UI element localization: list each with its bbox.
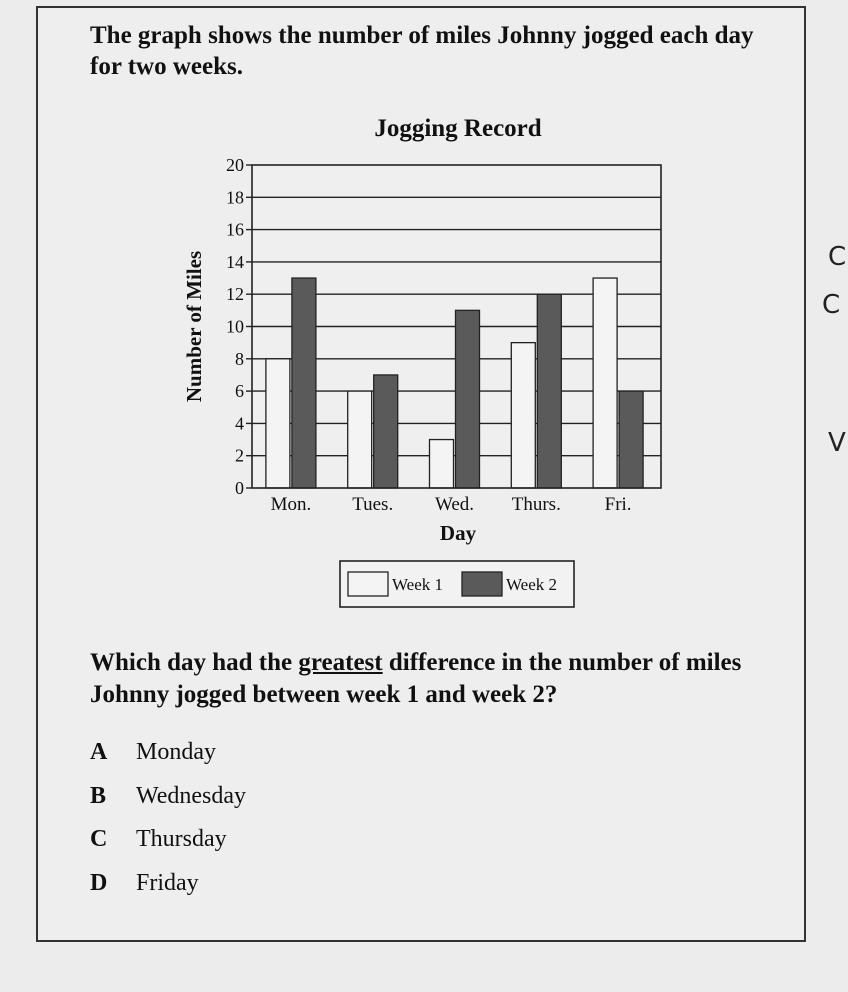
x-axis-label: Day bbox=[439, 521, 477, 545]
bar-week1 bbox=[511, 343, 535, 488]
bar-week1 bbox=[593, 278, 617, 488]
choice-b[interactable] bbox=[90, 782, 246, 810]
y-tick-label: 14 bbox=[226, 251, 244, 272]
x-tick-label: Fri. bbox=[604, 494, 632, 515]
choice-text: Monday bbox=[136, 739, 216, 765]
x-tick-label: Mon. bbox=[270, 494, 312, 515]
question-intro: The graph shows the number of miles Johnny jogged each day for two weeks. bbox=[90, 22, 754, 80]
bar-week2 bbox=[619, 391, 643, 488]
bar-week2 bbox=[292, 278, 316, 488]
choice-text: Friday bbox=[136, 870, 199, 896]
choice-letter: A bbox=[90, 739, 108, 765]
bar-week2 bbox=[374, 375, 398, 488]
choice-text: Thursday bbox=[136, 826, 227, 852]
chart-title: Jogging Record bbox=[374, 115, 542, 142]
margin-mark: C bbox=[822, 290, 841, 320]
bar-week1 bbox=[266, 359, 290, 488]
choice-c[interactable] bbox=[90, 825, 227, 853]
legend-swatch-1 bbox=[348, 572, 388, 596]
bar-week1 bbox=[430, 440, 454, 488]
choice-letter: B bbox=[90, 783, 107, 809]
y-tick-label: 10 bbox=[226, 316, 244, 337]
margin-mark: C bbox=[828, 242, 847, 272]
y-tick-label: 0 bbox=[235, 478, 244, 498]
legend-label-2: Week 2 bbox=[506, 575, 558, 594]
bar-week2 bbox=[456, 310, 480, 488]
y-tick-label: 4 bbox=[235, 413, 244, 434]
x-tick-label: Thurs. bbox=[511, 494, 561, 515]
question-text bbox=[90, 647, 790, 711]
x-tick-label: Tues. bbox=[352, 494, 394, 515]
legend-swatch-2 bbox=[462, 572, 502, 596]
question-text-end: difference in the number of miles Johnny jogged between week 1 and week 2? bbox=[90, 649, 742, 708]
choice-a[interactable] bbox=[90, 738, 216, 766]
y-tick-label: 6 bbox=[235, 381, 244, 402]
y-tick-label: 12 bbox=[226, 284, 244, 305]
margin-mark: V bbox=[828, 428, 846, 458]
choice-d[interactable] bbox=[90, 869, 199, 897]
y-tick-label: 16 bbox=[226, 219, 244, 240]
question-text-start: Which day had the bbox=[90, 649, 299, 676]
choice-letter: C bbox=[90, 826, 108, 852]
choice-letter: D bbox=[90, 870, 108, 896]
bar-week2 bbox=[537, 294, 561, 488]
choice-text: Wednesday bbox=[136, 783, 247, 809]
y-tick-label: 2 bbox=[235, 445, 244, 466]
y-tick-label: 18 bbox=[226, 187, 244, 208]
bar-week1 bbox=[348, 391, 372, 488]
x-tick-label: Wed. bbox=[434, 494, 475, 515]
y-tick-label: 8 bbox=[235, 348, 244, 369]
question-emphasis: greatest bbox=[298, 649, 383, 676]
y-tick-label: 20 bbox=[226, 155, 244, 175]
y-axis-label: Number of Miles bbox=[182, 250, 206, 403]
legend-label-1: Week 1 bbox=[392, 575, 444, 594]
